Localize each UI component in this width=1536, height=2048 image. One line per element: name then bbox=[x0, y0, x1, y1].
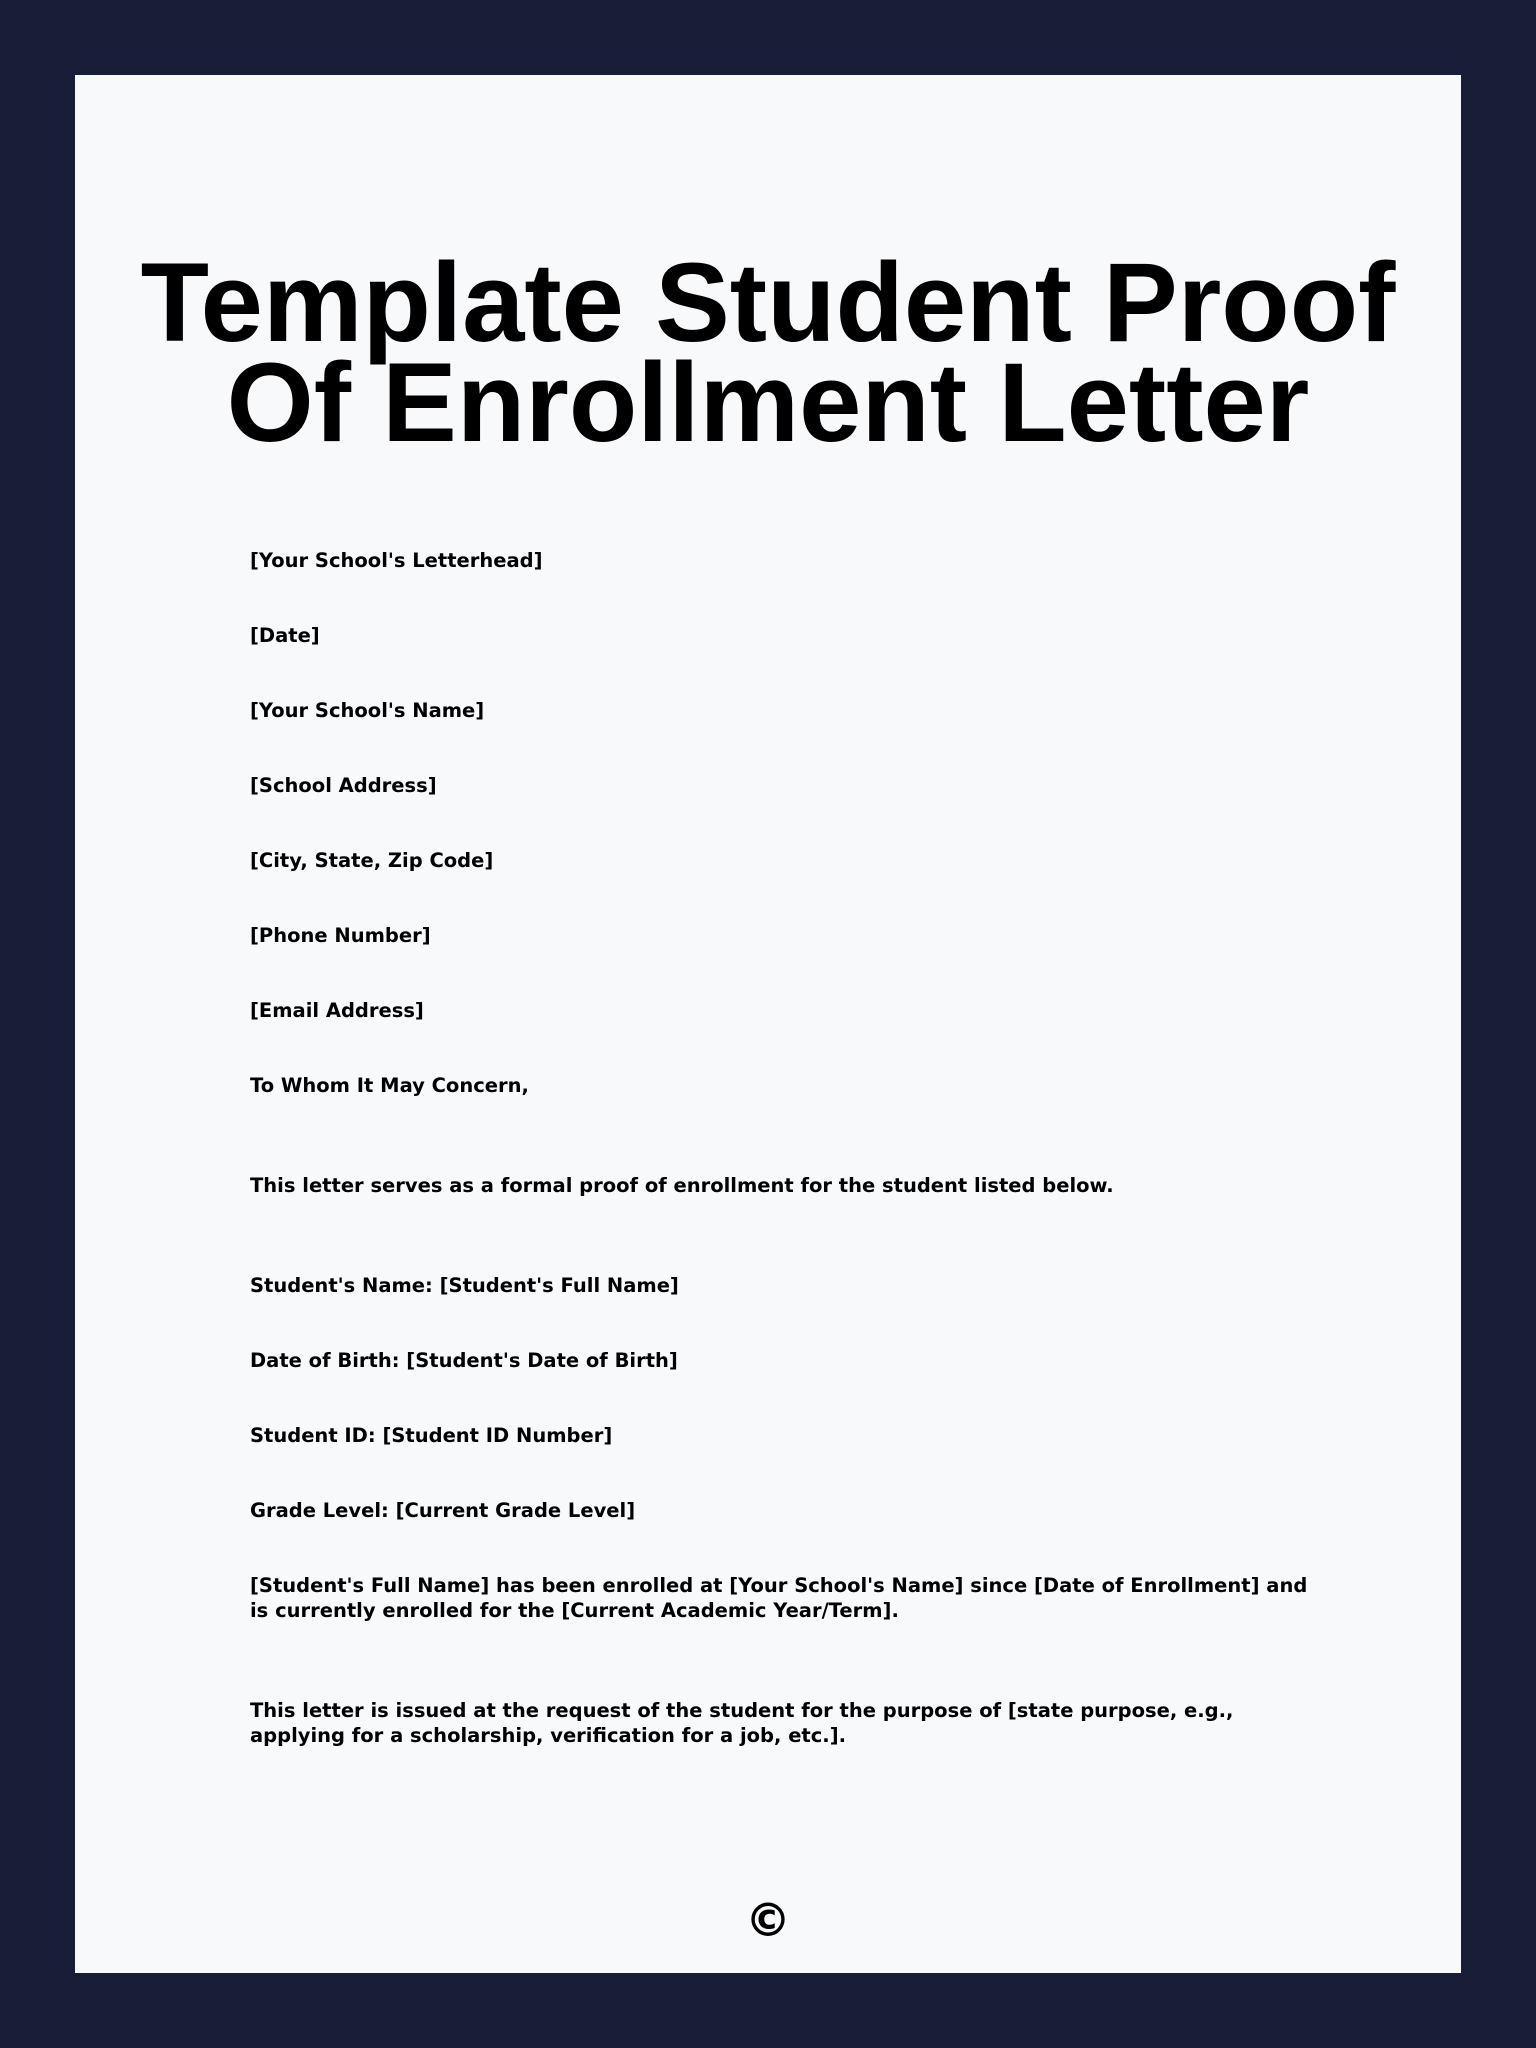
document-title: Template Student Proof Of Enrollment Letter bbox=[140, 240, 1396, 465]
email-address-placeholder: [Email Address] bbox=[250, 999, 424, 1022]
city-state-zip-placeholder: [City, State, Zip Code] bbox=[250, 849, 494, 872]
phone-number-placeholder: [Phone Number] bbox=[250, 924, 431, 947]
student-name-line: Student's Name: [Student's Full Name] bbox=[250, 1274, 679, 1297]
student-id-line: Student ID: [Student ID Number] bbox=[250, 1424, 613, 1447]
purpose-paragraph: This letter is issued at the request of the student for the purpose of [state purpose, e.g., applying for a scholarship, verification for a job, etc.]. bbox=[250, 1699, 1234, 1747]
letterhead-placeholder: [Your School's Letterhead] bbox=[250, 549, 543, 572]
intro-paragraph: This letter serves as a formal proof of enrollment for the student listed below. bbox=[250, 1174, 1114, 1197]
letter-page bbox=[75, 75, 1461, 1973]
school-name-placeholder: [Your School's Name] bbox=[250, 699, 485, 722]
date-of-birth-line: Date of Birth: [Student's Date of Birth] bbox=[250, 1349, 678, 1372]
copyright-icon: © bbox=[745, 1893, 791, 1947]
enrollment-paragraph: [Student's Full Name] has been enrolled at [Your School's Name] since [Date of Enrollment] and is currently enrolled for the [Current Academic Year/Term]. bbox=[250, 1574, 1308, 1622]
date-placeholder: [Date] bbox=[250, 624, 320, 647]
school-address-placeholder: [School Address] bbox=[250, 774, 437, 797]
salutation: To Whom It May Concern, bbox=[250, 1074, 529, 1097]
grade-level-line: Grade Level: [Current Grade Level] bbox=[250, 1499, 636, 1522]
